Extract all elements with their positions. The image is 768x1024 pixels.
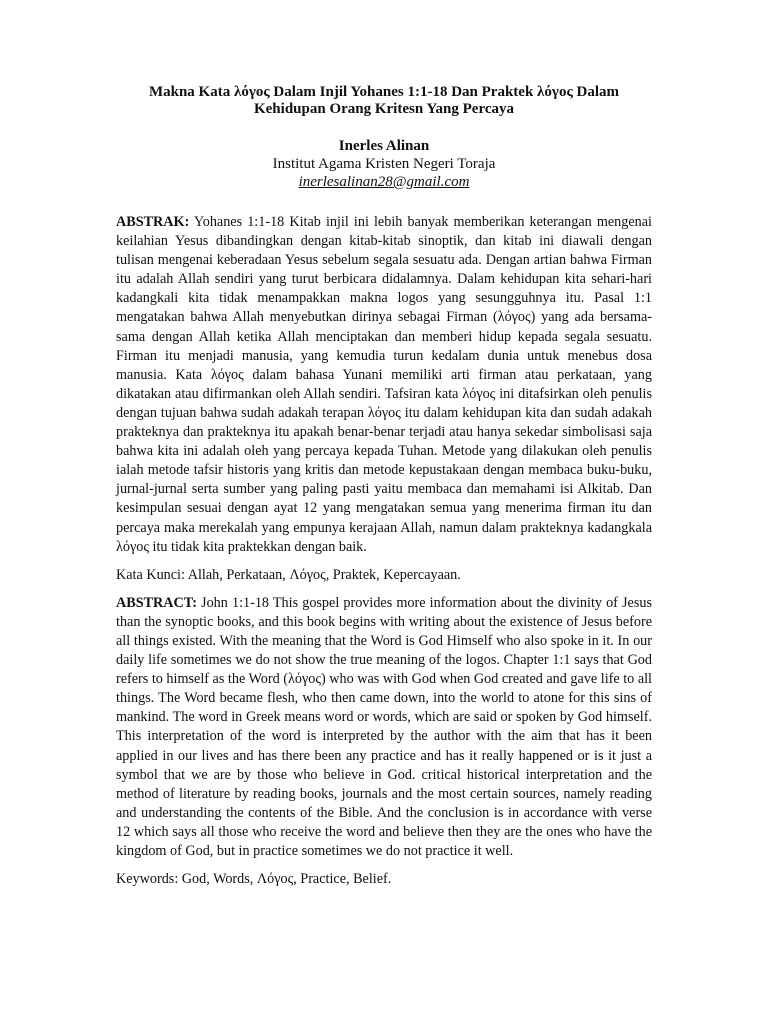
author-name: Inerles Alinan <box>338 138 430 154</box>
abstract-text: John 1:1-18 This gospel provides more information about the divinity of Jesus than the synoptic books, and this book begins with writing about the existence of Jesus before all things existed. With the meaning that the Word is God Himself who also spoke in it. In our daily life sometimes we do not show the true meaning of the logos. Chapter 1:1 says that God refers to himself as the Word (λόγος) who was with God when God created and gave life to all things. The Word became flesh, who then came down, into the world to atone for this sins of mankind. The word in Greek means word or words, which are said or spoken by God himself. This interpretation of the word is interpreted by the author with the aim that has it been applied in our lives and has there been any practice and has it really happened or is it just a symbol that we are by those who believe in God. critical historical interpretation and the method of literature by reading books, journals and the most certain sources, namely reading and understanding the contents of the Bible. And the conclusion is in accordance with verse 12 which says all those who receive the word and believe then they are the ones who have the kingdom of God, but in practice sometimes we do not practice it well. <box>116 594 652 859</box>
abstrak-paragraph <box>116 213 652 557</box>
abstrak-text: Yohanes 1:1-18 Kitab injil ini lebih banyak memberikan keterangan mengenai keilahian Yesus dibandingkan dengan kitab-kitab sinoptik, dan kitab ini diawali dengan tulisan mengenai keberadaan Yesus sebelum segala sesuatu ada. Dengan artian bahwa Firman itu adalah Allah sendiri yang turut berbicara didalamnya. Dalam kehidupan kita sehari-hari kadangkali kita tidak menampakkan makna logos yang sesungguhnya itu. Pasal 1:1 mengatakan bahwa Allah menyebutkan dirinya sebagai Firman (λόγος) yang ada bersama-sama dengan Allah ketika Allah menciptakan dan memberi hidup kepada segala sesuatu. Firman itu menjadi manusia, yang kemudia turun kedalam dunia untuk menebus dosa manusia. Kata λόγος dalam bahasa Yunani memiliki arti firman atau perkataan, yang dikatakan atau difirmankan oleh Allah sendiri. Tafsiran kata λόγος ini ditafsirkan oleh penulis dengan tujuan bahwa sudah adakah terapan λόγος itu dalam kehidupan kita dan sudah adakah prakteknya dan prakteknya itu apakah benar-benar terjadi atau hanya sekedar simbolisasi saja bahwa kita ini adalah oleh yang percaya kepada Tuhan. Metode yang dilakukan oleh penulis ialah metode tafsir historis yang kritis dan metode kepustakaan dengan membaca buku-buku, jurnal-jurnal serta sumber yang paling pasti yaitu membaca dan memahami isi Alkitab. Dan kesimpulan sesuai dengan ayat 12 yang mengatakan semua yang menerima firman itu dan percaya maka merekalah yang empunya kerajaan Allah, namun dalam prakteknya kadangkala λόγος itu tidak kita praktekkan dengan baik. <box>116 214 652 555</box>
paper-page <box>116 84 652 889</box>
keywords-english: Keywords: God, Words, Λόγος, Practice, Belief. <box>116 871 392 888</box>
abstrak-heading: ABSTRAK: <box>116 214 190 230</box>
title-line-2: Kehidupan Orang Kritesn Yang Percaya <box>253 101 515 117</box>
keywords-indonesian: Kata Kunci: Allah, Perkataan, Λόγος, Praktek, Kepercayaan. <box>116 566 461 583</box>
abstract-heading: ABSTRACT: <box>116 594 197 611</box>
author-email[interactable]: inerlesalinan28@gmail.com <box>298 174 470 190</box>
abstract-paragraph <box>116 594 652 861</box>
paper-title <box>116 84 652 118</box>
author-affiliation: Institut Agama Kristen Negeri Toraja <box>272 156 496 172</box>
title-line-1: Makna Kata λόγος Dalam Injil Yohanes 1:1-18 Dan Praktek λόγος Dalam <box>148 84 620 100</box>
